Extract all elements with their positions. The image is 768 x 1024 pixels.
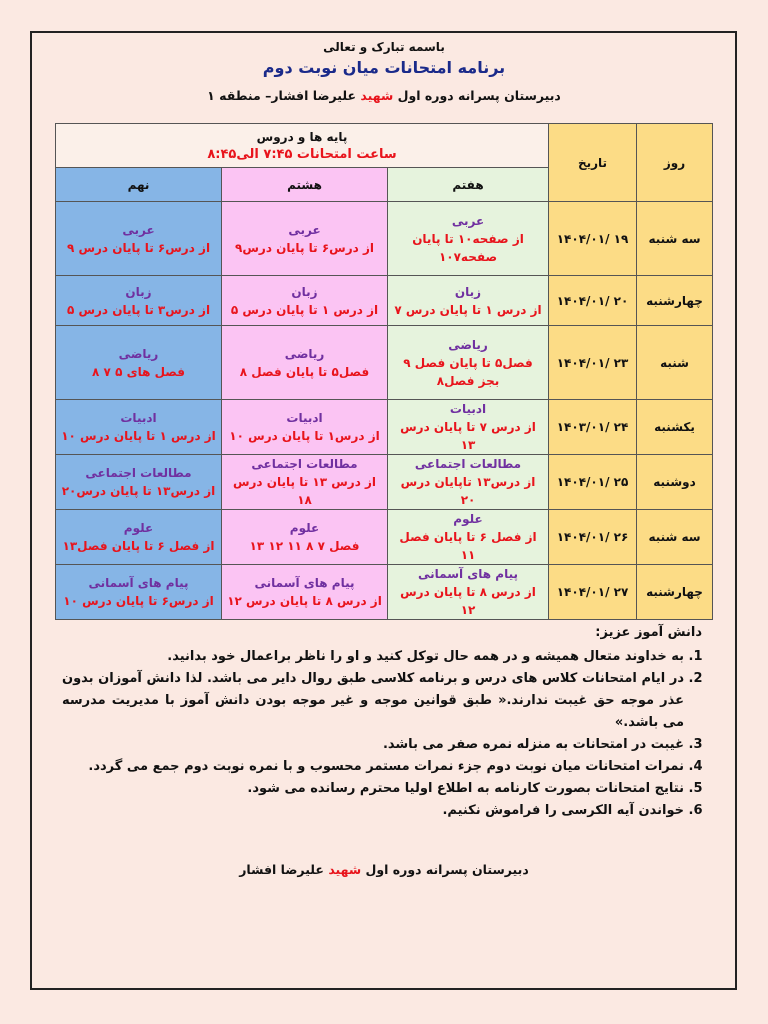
note-item: 2. در ایام امتحانات کلاس های درس و برنامه کلاسی طبق روال دایر می باشد. لذا دانش آموزان بدون عذر موجه حق غیبت ندارند.« طبق قوانین موجه و غیر موجه بودن دانش آموز با مدیریت مدرسه می باشد.» [62, 668, 684, 734]
page-title: برنامه امتحانات میان نوبت دوم [262, 58, 506, 77]
detail: از فصل ۶ تا پایان فصل۱۳ [62, 539, 215, 553]
detail: از درس۱ تا پایان درس ۱۰ [229, 429, 380, 443]
cell-grade-7 [388, 510, 549, 565]
cell-grade-8 [222, 202, 388, 276]
subject: علوم [289, 521, 320, 535]
row-date: ۱۴۰۴/۰۱/ ۲۷ [549, 565, 637, 620]
row-day: سه شنبه [637, 510, 713, 565]
detail: از فصل ۶ تا پایان فصل ۱۱ [399, 530, 537, 562]
detail: فصل های ۵ ۷ ۸ [92, 364, 185, 379]
detail: از درس۱۳ تا پایان درس۲۰ [61, 484, 216, 498]
row-date: ۱۴۰۴/۰۱/ ۲۶ [549, 510, 637, 565]
row-day: شنبه [637, 326, 713, 400]
row-date: ۱۴۰۴/۰۱/ ۲۵ [549, 455, 637, 510]
header-date: تاریخ [549, 124, 637, 202]
school-name-pre: دبیرستان پسرانه دوره اول [397, 88, 561, 103]
cell-grade-8 [222, 510, 388, 565]
subject: ریاضی [118, 346, 159, 361]
detail: از صفحه۱۰ تا پایان صفحه۱۰۷ [412, 231, 524, 264]
notes-section [62, 622, 702, 822]
header-grade-7: هفتم [388, 168, 549, 202]
cell-grade-9 [56, 276, 222, 326]
cell-grade-7 [388, 565, 549, 620]
cell-grade-7 [388, 326, 549, 400]
exam-schedule-table [55, 123, 713, 620]
cell-grade-8 [222, 400, 388, 455]
subject: پیام های آسمانی [88, 576, 189, 590]
note-item: 6. خواندن آیه الکرسی را فراموش نکنیم. [62, 800, 684, 822]
header-grades-group [56, 124, 549, 168]
cell-grade-9 [56, 400, 222, 455]
row-day: چهارشنبه [637, 276, 713, 326]
cell-grade-9 [56, 455, 222, 510]
row-day: چهارشنبه [637, 565, 713, 620]
header-grades-title: پایه ها و دروس [256, 129, 348, 144]
detail: از درس۶ تا پایان درس۹ [235, 240, 374, 255]
row-date: ۱۴۰۴/۰۱/ ۲۳ [549, 326, 637, 400]
cell-grade-9 [56, 565, 222, 620]
detail: از درس۳ تا پایان درس ۵ [66, 302, 211, 317]
subject: عربی [288, 222, 321, 237]
cell-grade-9 [56, 326, 222, 400]
footer-martyr: شهید [328, 862, 362, 877]
detail: از درس۱۳ تاپایان درس ۲۰ [400, 475, 536, 507]
table-row [56, 455, 713, 510]
header-grade-9: نهم [56, 168, 222, 202]
detail: از درس ۸ تا پایان درس ۱۲ [400, 585, 536, 617]
detail: فصل ۷ ۸ ۱۱ ۱۲ ۱۳ [249, 539, 360, 553]
subject: مطالعات اجتماعی [85, 466, 192, 480]
cell-grade-9 [56, 510, 222, 565]
detail: فصل۵ تا پایان فصل ۹ بجز فصل۸ [403, 355, 533, 388]
subject: علوم [123, 521, 154, 535]
table-row [56, 276, 713, 326]
footer-post: علیرضا افشار [239, 862, 324, 877]
subject: زبان [291, 284, 318, 299]
detail: از درس ۱ تا پایان درس ۵ [230, 302, 379, 317]
table-row [56, 510, 713, 565]
detail: از درس ۷ تا پایان درس ۱۳ [400, 420, 536, 452]
footer-pre: دبیرستان پسرانه دوره اول [365, 862, 529, 877]
table-row [56, 565, 713, 620]
row-day: یکشنبه [637, 400, 713, 455]
school-name [0, 88, 768, 103]
subject: ادبیات [120, 411, 157, 425]
table-row [56, 202, 713, 276]
subject: ریاضی [448, 337, 488, 352]
detail: از درس۶ تا پایان درس ۱۰ [63, 594, 214, 608]
row-day: سه شنبه [637, 202, 713, 276]
note-item: 5. نتایج امتحانات بصورت کارنامه به اطلاع اولیا محترم رسانده می شود. [62, 778, 684, 800]
header-grade-8: هشتم [222, 168, 388, 202]
row-day: دوشنبه [637, 455, 713, 510]
subject: زبان [125, 284, 152, 299]
cell-grade-8 [222, 326, 388, 400]
detail: از درس ۱ تا پایان درس ۷ [394, 302, 542, 317]
detail: از درس ۱۳ تا پایان درس ۱۸ [232, 475, 377, 507]
cell-grade-7 [388, 276, 549, 326]
blessing-line: باسمه تبارک و تعالی [323, 40, 445, 54]
detail: از درس۶ تا پایان درس ۹ [66, 240, 211, 255]
row-date: ۱۴۰۴/۰۱/ ۱۹ [549, 202, 637, 276]
detail: از درس ۸ تا پایان درس ۱۲ [227, 594, 382, 608]
subject: مطالعات اجتماعی [414, 457, 522, 471]
subject: ادبیات [286, 411, 323, 425]
notes-intro: دانش آموز عزیز: [595, 625, 702, 640]
table-row [56, 326, 713, 400]
row-date: ۱۴۰۴/۰۱/ ۲۰ [549, 276, 637, 326]
cell-grade-7 [388, 400, 549, 455]
subject: پیام های آسمانی [254, 576, 355, 590]
detail: فصل۵ تا پایان فصل ۸ [239, 364, 370, 379]
detail: از درس ۱ تا پایان درس ۱۰ [61, 429, 216, 443]
school-name-post: علیرضا افشار– منطقه ۱ [207, 88, 357, 103]
cell-grade-8 [222, 455, 388, 510]
subject: عربی [122, 222, 155, 237]
notes-list [62, 646, 702, 822]
note-item: 1. به خداوند متعال همیشه و در همه حال توکل کنید و او را ناظر براعمال خود بدانید. [62, 646, 684, 668]
subject: ادبیات [449, 402, 487, 416]
subject: زبان [454, 284, 482, 299]
cell-grade-7 [388, 455, 549, 510]
note-item: 4. نمرات امتحانات میان نوبت دوم جزء نمرات مستمر محسوب و با نمره نوبت دوم جمع می گردد. [62, 756, 684, 778]
cell-grade-7 [388, 202, 549, 276]
subject: ریاضی [284, 346, 325, 361]
table-row [56, 400, 713, 455]
subject: مطالعات اجتماعی [251, 457, 358, 471]
subject: پیام های آسمانی [418, 567, 519, 581]
row-date: ۱۴۰۳/۰۱/ ۲۴ [549, 400, 637, 455]
footer-signature [0, 862, 768, 877]
school-name-martyr: شهید [360, 88, 394, 103]
header-day: روز [637, 124, 713, 202]
note-item: 3. غیبت در امتحانات به منزله نمره صفر می باشد. [62, 734, 684, 756]
subject: علوم [453, 512, 483, 526]
cell-grade-9 [56, 202, 222, 276]
header-exam-time: ساعت امتحانات ۷:۴۵ الی۸:۴۵ [207, 146, 397, 162]
cell-grade-8 [222, 276, 388, 326]
subject: عربی [451, 213, 485, 228]
cell-grade-8 [222, 565, 388, 620]
